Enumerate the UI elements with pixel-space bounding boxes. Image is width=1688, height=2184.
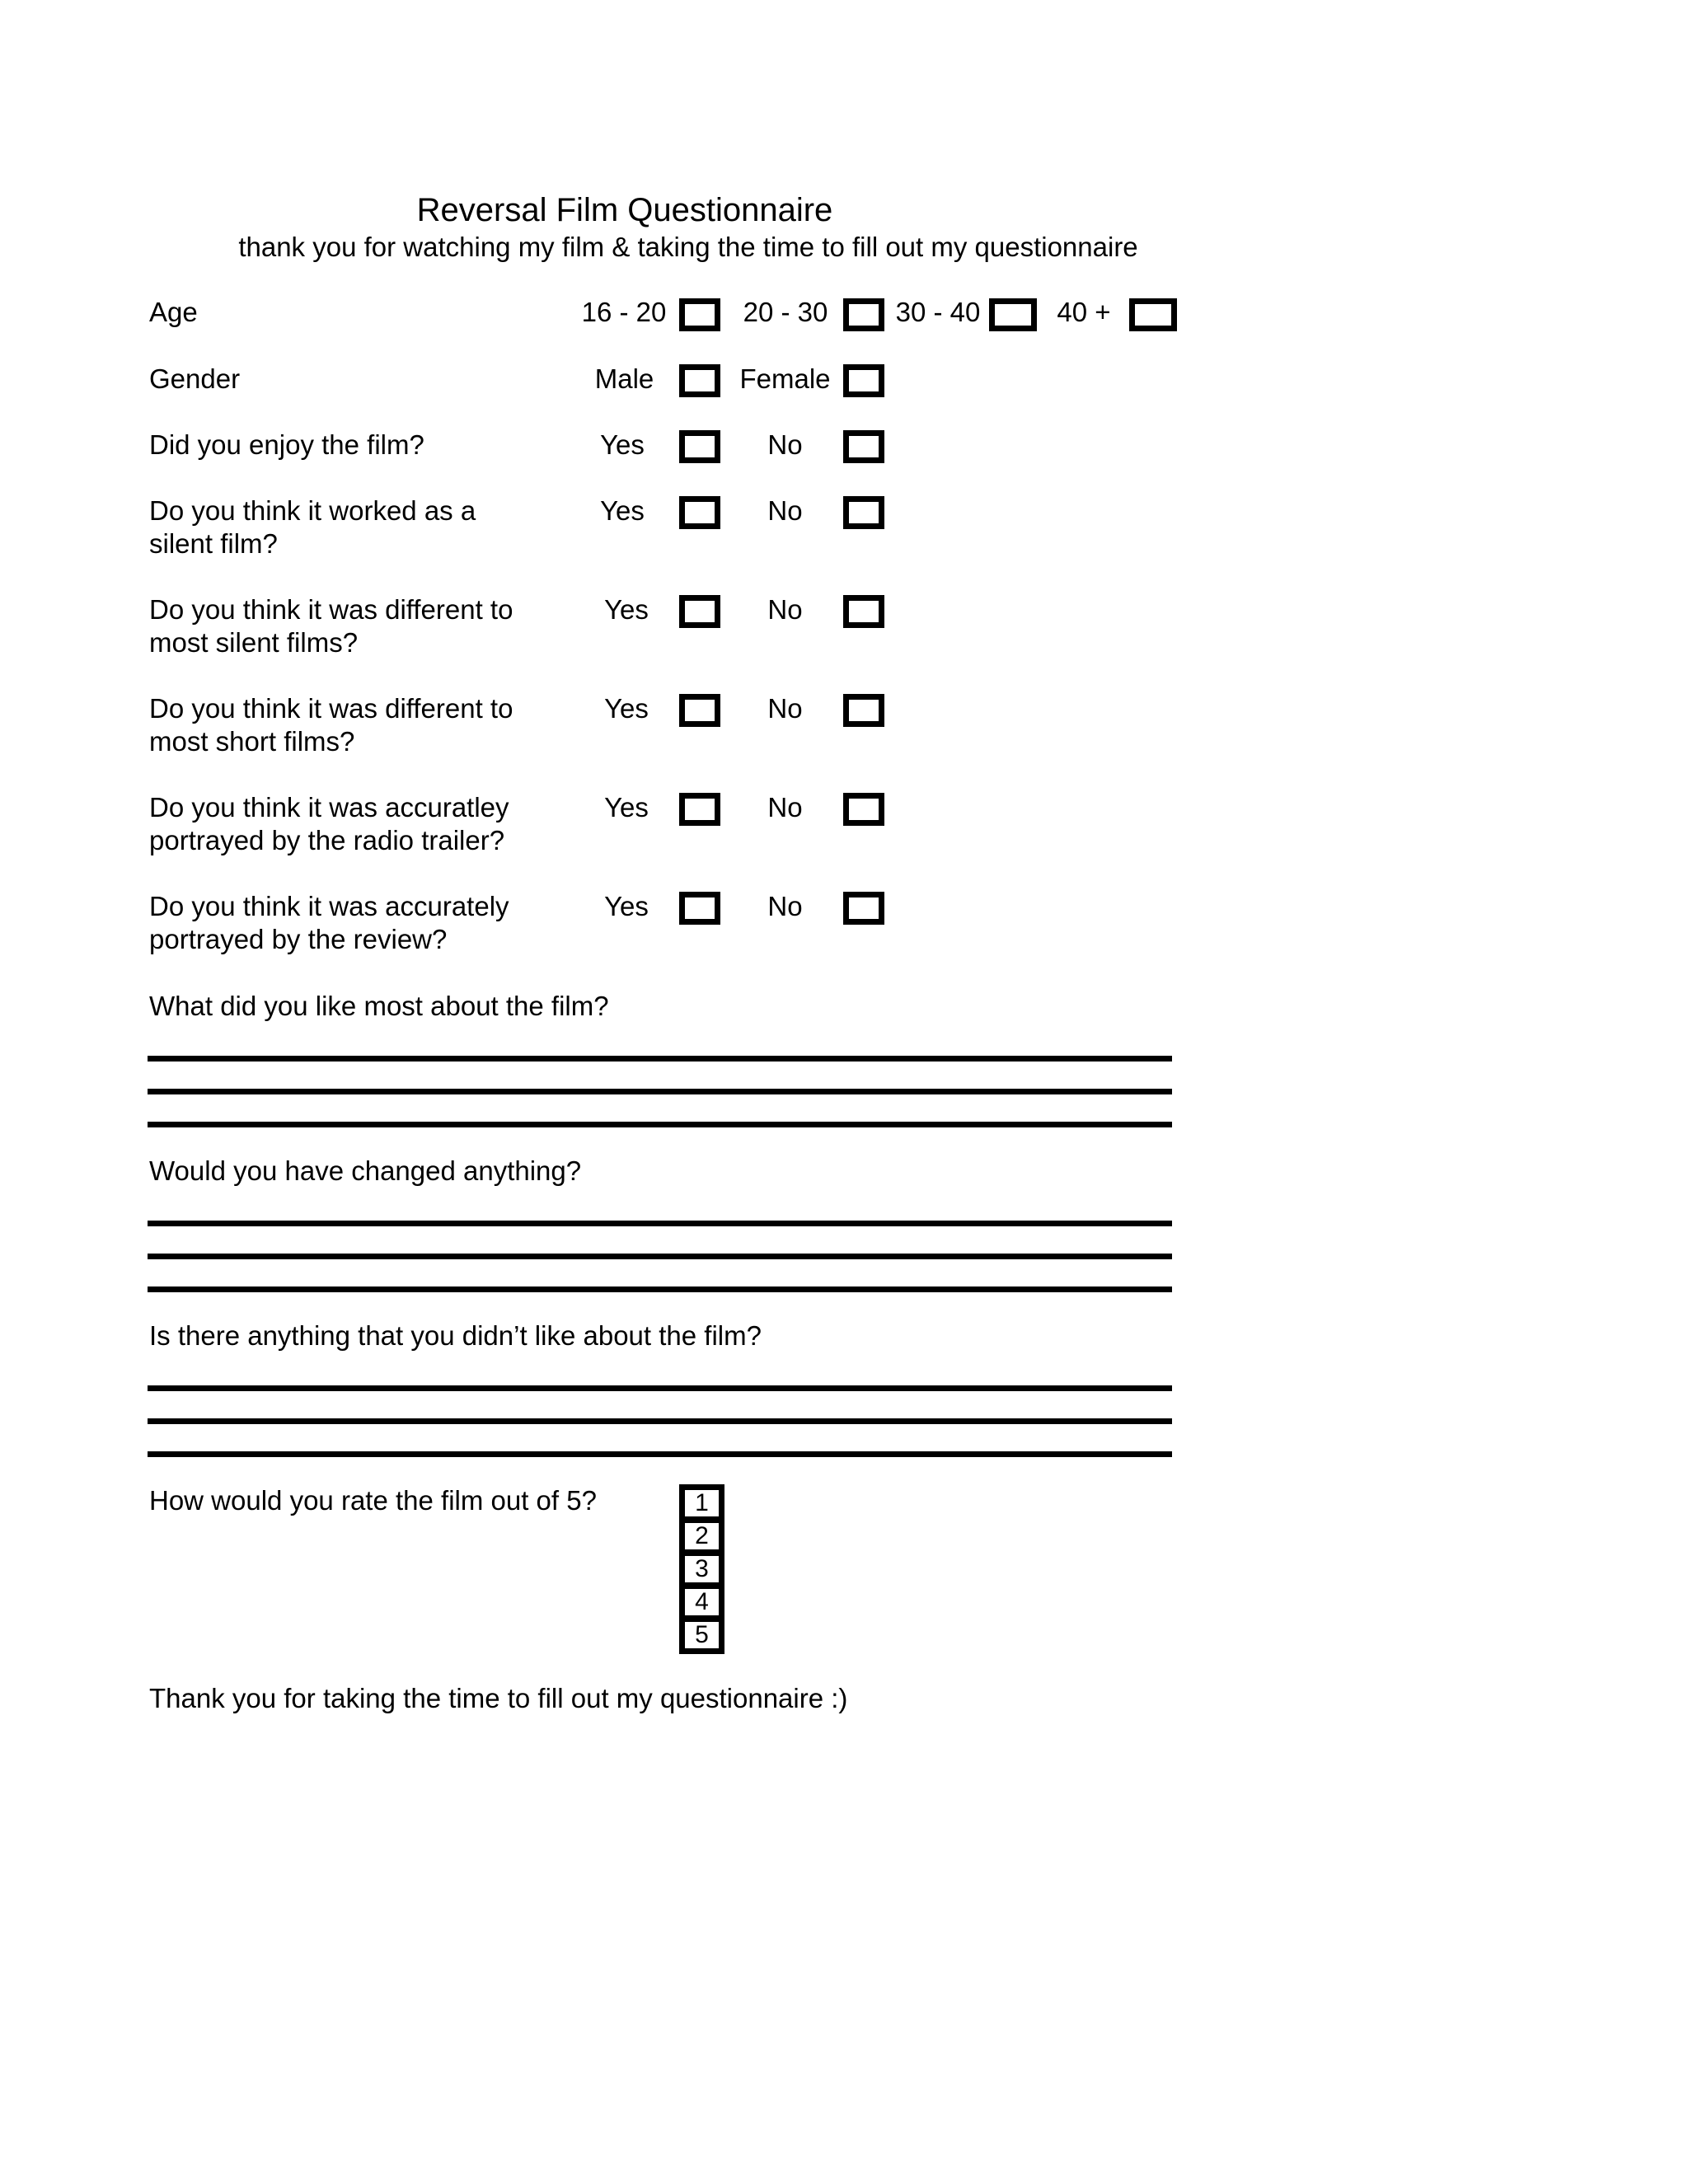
radio-trailer-option-no: No	[767, 792, 803, 823]
age-16-20-checkbox[interactable]	[679, 298, 720, 331]
changed-answer-line-2[interactable]	[148, 1254, 1172, 1259]
enjoy-yes-checkbox[interactable]	[679, 430, 720, 463]
review-option-no: No	[767, 891, 803, 921]
radio-trailer-no-checkbox[interactable]	[843, 793, 884, 826]
diff-silent-no-checkbox[interactable]	[843, 595, 884, 628]
gender-label: Gender	[149, 363, 241, 394]
diff-short-option-yes: Yes	[604, 693, 649, 724]
diff-short-question: Do you think it was different to most short films?	[149, 693, 513, 757]
rating-question: How would you rate the film out of 5?	[149, 1485, 597, 1516]
worked-silent-question: Do you think it worked as a silent film?	[149, 495, 476, 559]
liked-most-answer-line-1[interactable]	[148, 1056, 1172, 1062]
liked-most-answer-line-2[interactable]	[148, 1089, 1172, 1094]
gender-option-male: Male	[594, 363, 654, 394]
diff-short-option-no: No	[767, 693, 803, 724]
rating-option-5[interactable]: 5	[685, 1622, 719, 1648]
page-title: Reversal Film Questionnaire	[416, 192, 833, 228]
gender-option-female: Female	[739, 363, 831, 394]
liked-most-question: What did you like most about the film?	[149, 991, 609, 1021]
enjoy-option-yes: Yes	[600, 429, 645, 460]
didnt-like-answer-line-1[interactable]	[148, 1385, 1172, 1391]
age-30-40-checkbox[interactable]	[989, 298, 1037, 331]
radio-trailer-yes-checkbox[interactable]	[679, 793, 720, 826]
enjoy-question: Did you enjoy the film?	[149, 429, 424, 460]
age-option-16-20: 16 - 20	[581, 297, 667, 327]
rating-option-1[interactable]: 1	[685, 1490, 719, 1516]
gender-female-checkbox[interactable]	[843, 364, 884, 397]
didnt-like-answer-line-2[interactable]	[148, 1418, 1172, 1424]
didnt-like-answer-line-3[interactable]	[148, 1451, 1172, 1457]
age-label: Age	[149, 297, 198, 327]
age-option-20-30: 20 - 30	[743, 297, 828, 327]
rating-scale	[679, 1484, 724, 1654]
review-yes-checkbox[interactable]	[679, 892, 720, 925]
changed-question: Would you have changed anything?	[149, 1155, 582, 1186]
enjoy-no-checkbox[interactable]	[843, 430, 884, 463]
enjoy-option-no: No	[767, 429, 803, 460]
rating-option-4[interactable]: 4	[685, 1589, 719, 1615]
rating-option-3[interactable]: 3	[685, 1556, 719, 1582]
worked-silent-no-checkbox[interactable]	[843, 496, 884, 529]
closing-thanks: Thank you for taking the time to fill out my questionnaire :)	[149, 1683, 848, 1713]
liked-most-answer-line-3[interactable]	[148, 1122, 1172, 1127]
diff-silent-option-no: No	[767, 594, 803, 625]
gender-male-checkbox[interactable]	[679, 364, 720, 397]
diff-short-yes-checkbox[interactable]	[679, 694, 720, 727]
diff-silent-option-yes: Yes	[604, 594, 649, 625]
changed-answer-line-3[interactable]	[148, 1286, 1172, 1292]
didnt-like-question: Is there anything that you didn’t like about the film?	[149, 1320, 762, 1351]
age-20-30-checkbox[interactable]	[843, 298, 884, 331]
age-option-40-plus: 40 +	[1057, 297, 1111, 327]
worked-silent-option-yes: Yes	[600, 495, 645, 526]
age-40-plus-checkbox[interactable]	[1129, 298, 1177, 331]
radio-trailer-question: Do you think it was accuratley portrayed by the radio trailer?	[149, 792, 509, 855]
review-question: Do you think it was accurately portrayed by the review?	[149, 891, 509, 954]
review-option-yes: Yes	[604, 891, 649, 921]
diff-short-no-checkbox[interactable]	[843, 694, 884, 727]
diff-silent-question: Do you think it was different to most silent films?	[149, 594, 513, 658]
diff-silent-yes-checkbox[interactable]	[679, 595, 720, 628]
radio-trailer-option-yes: Yes	[604, 792, 649, 823]
worked-silent-option-no: No	[767, 495, 803, 526]
changed-answer-line-1[interactable]	[148, 1221, 1172, 1226]
worked-silent-yes-checkbox[interactable]	[679, 496, 720, 529]
page-subtitle: thank you for watching my film & taking the time to fill out my questionnaire	[238, 232, 1138, 262]
age-option-30-40: 30 - 40	[895, 297, 981, 327]
rating-option-2[interactable]: 2	[685, 1523, 719, 1549]
review-no-checkbox[interactable]	[843, 892, 884, 925]
